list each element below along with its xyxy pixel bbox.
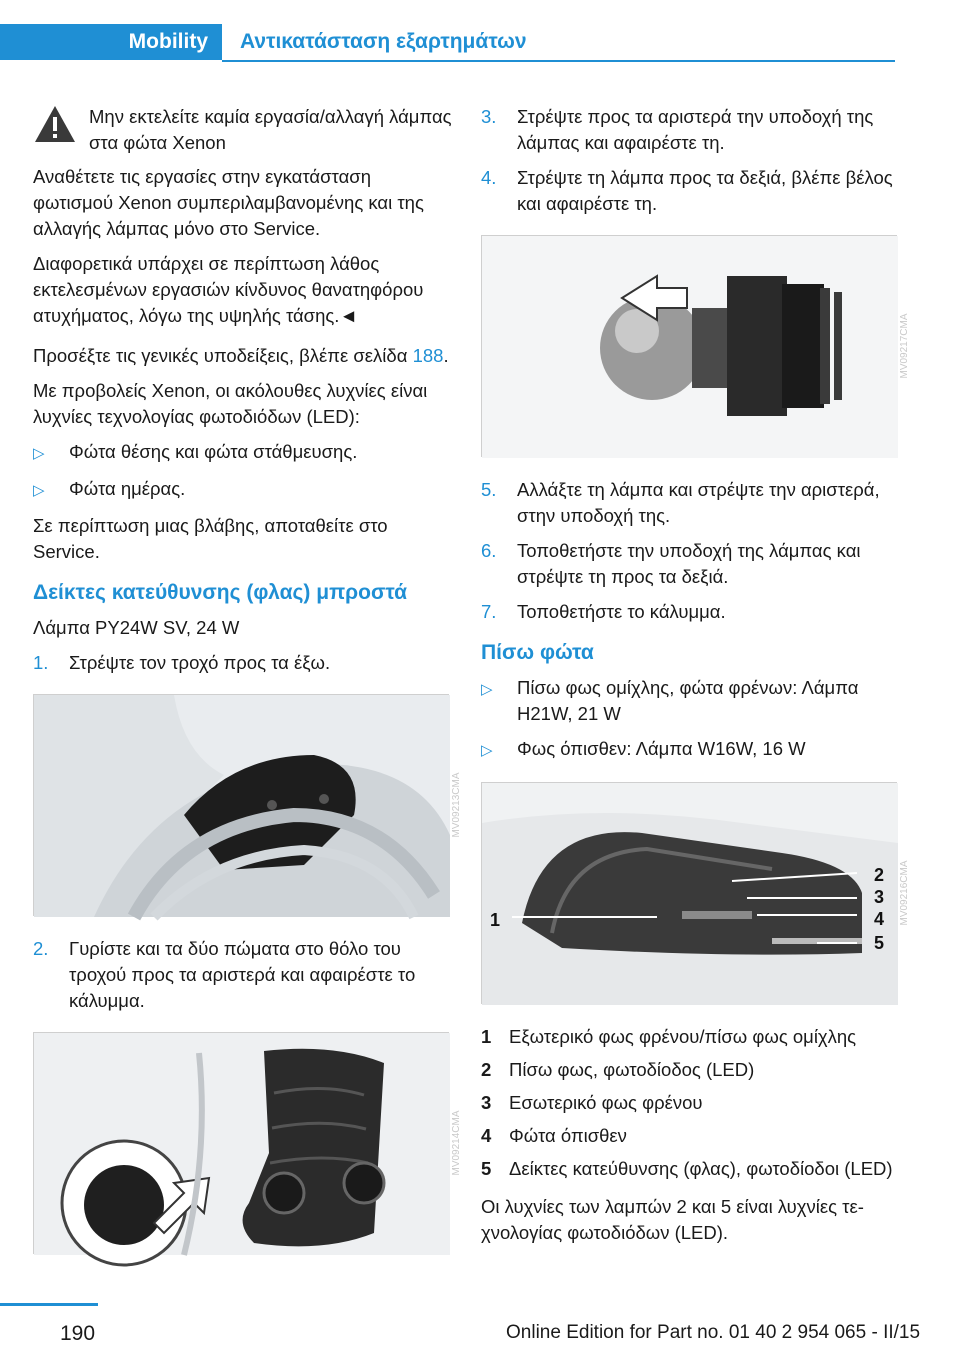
tab-component-replacement[interactable]: Αντικατάσταση εξαρτημάτων — [240, 30, 527, 53]
step-number: 4. — [481, 167, 497, 188]
callout-2: 2 — [874, 865, 885, 885]
header-rule — [222, 60, 895, 62]
step-item — [33, 650, 453, 676]
legend-text: Φώτα όπισθεν — [509, 1125, 627, 1146]
right-column — [481, 104, 910, 1255]
step-item — [481, 165, 897, 217]
step-item — [481, 477, 897, 529]
figure-cover-plugs — [33, 1032, 462, 1254]
figure-bulb-socket — [481, 235, 910, 457]
warning-text-2: Διαφορετικά υπάρχει σε περίπτωση λάθος εκτελεσμένων εργασιών κίνδυνος θανατηφόρου ατυχήματος, λόγω της υψηλής τάσης.◄ — [33, 253, 424, 326]
legend-item — [481, 1090, 897, 1116]
section-heading-rear-lights: Πίσω φώτα — [481, 641, 594, 664]
callout-4: 4 — [874, 909, 885, 929]
callout-3: 3 — [874, 887, 885, 907]
bullet-text: Φώτα ημέρας. — [69, 478, 186, 499]
warning-block — [33, 104, 453, 156]
warning-triangle-icon — [33, 104, 77, 144]
step-text: Τοποθετήστε την υποδοχή της λάμπας και στρέψτε τη προς τα δεξιά. — [517, 540, 861, 587]
section-heading-front-indicators: Δείκτες κατεύθυνσης (φλας) μπροστά — [33, 581, 408, 604]
legend-item — [481, 1057, 897, 1083]
figure-code: MV09214CMA — [451, 1110, 462, 1176]
general-notes-end: . — [443, 345, 449, 366]
list-item — [33, 476, 453, 504]
legend-number: 4 — [481, 1125, 492, 1146]
step-number: 3. — [481, 106, 497, 127]
fault-note: Σε περίπτωση μιας βλάβης, αποταθείτε στο Service. — [33, 515, 388, 562]
legend-text: Πίσω φως, φωτοδίοδος (LED) — [509, 1059, 755, 1080]
legend-text: Δείκτες κατεύθυνσης (φλας), φωτοδίοδοι (LED) — [509, 1158, 893, 1179]
bullet-triangle-icon: ▷ — [481, 681, 493, 698]
general-notes-text: Προσέξτε τις γενικές υποδείξεις, βλέπε σελίδα — [33, 345, 413, 366]
legend-text: Εξωτερικό φως φρένου/πίσω φως ομίχλης — [509, 1026, 857, 1047]
legend-number: 5 — [481, 1158, 492, 1179]
legend-number: 1 — [481, 1026, 492, 1047]
warning-text-1: Αναθέτετε τις εργασίες στην εγκατάσταση φωτισμού Xenon συμπεριλαμβανομένης και της αλλαγής λάμπας μόνο στο Service. — [33, 166, 424, 239]
step-number: 6. — [481, 540, 497, 561]
bullet-triangle-icon: ▷ — [33, 445, 45, 462]
step-item — [481, 538, 897, 590]
page-link-188[interactable]: 188 — [412, 345, 444, 366]
left-column — [33, 104, 462, 1274]
bullet-text: Φώτα θέσης και φώτα στάθμευσης. — [69, 441, 358, 462]
step-item — [481, 104, 897, 156]
bulb-socket-illustration — [482, 236, 898, 458]
led-closing-note: Οι λυχνίες των λαμπών 2 και 5 είναι λυχνίες τεχνολογίας φωτοδιόδων (LED). — [481, 1196, 864, 1243]
footer-rule — [0, 1303, 98, 1306]
legend-number: 3 — [481, 1092, 492, 1113]
figure-code: MV09217CMA — [899, 313, 910, 379]
step-item — [481, 599, 897, 625]
legend-number: 2 — [481, 1059, 492, 1080]
edition-text: Online Edition for Part no. 01 40 2 954 065 - II/15 — [506, 1322, 921, 1343]
step-text: Στρέψτε τον τροχό προς τα έξω. — [69, 652, 331, 673]
lamp-spec: Λάμπα PY24W SV, 24 W — [33, 617, 240, 638]
tab-mobility[interactable]: Mobility — [0, 24, 222, 60]
step-number: 5. — [481, 479, 497, 500]
step-text: Γυρίστε και τα δύο πώματα στο θόλο του τροχού προς τα αριστερά και αφαιρέστε το κάλυμμα. — [69, 938, 416, 1011]
step-text: Τοποθετήστε το κάλυμμα. — [517, 601, 726, 622]
legend-item — [481, 1156, 897, 1182]
chapter-header — [0, 24, 895, 62]
step-text: Στρέψτε τη λάμπα προς τα δεξιά, βλέπε βέλος και αφαιρέστε τη. — [517, 167, 893, 214]
general-notes-paragraph — [33, 343, 453, 369]
warning-title: Μην εκτελείτε καμία εργασία/αλλαγή λάμπας στα φώτα Xenon — [89, 106, 452, 153]
list-item — [481, 675, 897, 727]
list-item — [481, 736, 897, 764]
step-item — [33, 936, 453, 1014]
page-number: 190 — [60, 1322, 96, 1345]
figure-code: MV09216CMA — [899, 860, 910, 926]
cover-plugs-illustration — [34, 1033, 450, 1255]
wheel-arch-illustration — [34, 695, 450, 917]
figure-rear-light — [481, 782, 910, 1004]
bullet-triangle-icon: ▷ — [481, 742, 493, 759]
bullet-triangle-icon: ▷ — [33, 482, 45, 499]
legend-item — [481, 1123, 897, 1149]
legend-item — [481, 1024, 897, 1050]
step-number: 7. — [481, 601, 497, 622]
step-number: 2. — [33, 938, 49, 959]
figure-code: MV09213CMA — [451, 772, 462, 838]
callout-5: 5 — [874, 933, 885, 953]
list-item — [33, 439, 453, 467]
step-number: 1. — [33, 652, 49, 673]
callout-1: 1 — [490, 910, 501, 930]
bullet-text: Φως όπισθεν: Λάμπα W16W, 16 W — [517, 738, 806, 759]
rear-light-illustration — [482, 783, 898, 1005]
legend-text: Εσωτερικό φως φρένου — [509, 1092, 703, 1113]
step-text: Αλλάξτε τη λάμπα και στρέψτε την αριστερά, στην υποδοχή της. — [517, 479, 880, 526]
bullet-text: Πίσω φως ομίχλης, φώτα φρένων: Λάμπα H21W, 21 W — [517, 677, 859, 724]
figure-wheel-arch — [33, 694, 462, 916]
led-intro: Με προβολείς Xenon, οι ακόλουθες λυχνίες είναι λυχνίες τεχνολογίας φωτοδιόδων (LED): — [33, 380, 428, 427]
step-text: Στρέψτε προς τα αριστερά την υποδοχή της λάμπας και αφαιρέστε τη. — [517, 106, 874, 153]
